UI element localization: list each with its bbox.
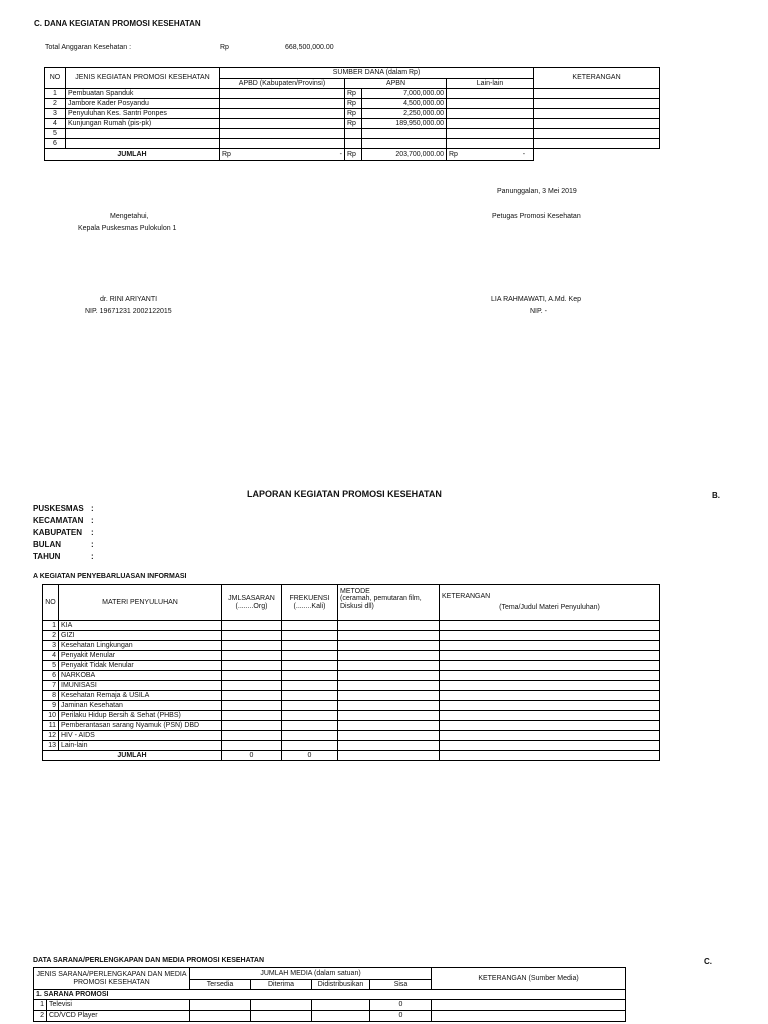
row-jenis [66,139,220,149]
row-no: 6 [45,139,66,149]
row-ket [440,661,660,671]
row-no: 10 [43,711,59,721]
jumlah-apbn-rp: Rp [345,149,362,161]
row-didistribusikan [312,1000,370,1011]
col-header-keterangan: KETERANGAN (Sumber Media) [432,968,626,990]
table-row [43,671,660,681]
row-jml [222,651,282,661]
row-metode [338,711,440,721]
laporan-fields [33,503,94,563]
col-header-no: NO [45,68,66,89]
row-ket [440,631,660,641]
row-frek [282,621,338,631]
row-metode [338,691,440,701]
row-no: 3 [43,641,59,651]
field-bulan [33,539,94,551]
row-no: 11 [43,721,59,731]
col-header-apbd: APBD (Kabupaten/Provinsi) [220,79,345,89]
row-tersedia [190,1000,251,1011]
row-apbd [220,99,345,109]
row-metode [338,621,440,631]
jumlah-apbd [220,149,345,161]
row-sisa: 0 [370,1000,432,1011]
row-no: 5 [45,129,66,139]
row-jml [222,691,282,701]
row-jenis: Penyuluhan Kes. Santri Ponpes [66,109,220,119]
row-jml [222,621,282,631]
row-ket [534,99,660,109]
row-frek [282,681,338,691]
field-colon: : [91,504,94,513]
row-materi: HIV - AIDS [59,731,222,741]
signature-right-name: LIA RAHMAWATI, A.Md. Kep [491,296,581,303]
row-metode [338,741,440,751]
place-date: Panunggalan, 3 Mei 2019 [497,188,577,195]
row-jml [222,731,282,741]
row-materi: IMUNISASI [59,681,222,691]
row-no: 4 [43,651,59,661]
col-header-lain: Lain-lain [447,79,534,89]
row-materi: Pemberantasan sarang Nyamuk (PSN) DBD [59,721,222,731]
row-no: 1 [45,89,66,99]
row-no: 7 [43,681,59,691]
row-ket [440,681,660,691]
row-no: 4 [45,119,66,129]
row-ket [440,621,660,631]
row-apbn: 4,500,000.00 [362,99,447,109]
row-materi: Kesehatan Lingkungan [59,641,222,651]
field-label: PUSKESMAS [33,504,84,513]
table-row [45,129,660,139]
section-a-title: A KEGIATAN PENYEBARLUASAN INFORMASI [33,573,187,580]
row-materi: Kesehatan Remaja & USILA [59,691,222,701]
row-ket [440,701,660,711]
row-apbn [362,139,447,149]
col-header-jumlah-media: JUMLAH MEDIA (dalam satuan) [190,968,432,980]
row-ket [440,641,660,651]
col-header-metode: METODE (ceramah, pemutaran film, Diskusi dll) [338,585,440,621]
row-metode [338,721,440,731]
row-frek [282,741,338,751]
row-ket [440,711,660,721]
row-no: 12 [43,731,59,741]
row-no: 3 [45,109,66,119]
section-b-marker: B. [712,491,720,500]
table-row [34,1000,626,1011]
row-no: 1 [34,1000,47,1011]
jumlah-lain [447,149,534,161]
row-materi: GIZI [59,631,222,641]
row-didistribusikan [312,1011,370,1022]
row-sisa: 0 [370,1011,432,1022]
jumlah-row [43,751,660,761]
col-header-keterangan [440,585,660,621]
row-metode [338,661,440,671]
col-header-no: NO [43,585,59,621]
row-materi: KIA [59,621,222,631]
row-no: 2 [43,631,59,641]
table-row [43,681,660,691]
table-row [43,721,660,731]
col-header-apbn: APBN [345,79,447,89]
jumlah-row [45,149,660,161]
row-frek [282,661,338,671]
row-metode [338,651,440,661]
row-diterima [251,1011,312,1022]
section-c-marker: C. [704,957,712,966]
signature-left-line1: Mengetahui, [110,213,149,220]
row-no: 8 [43,691,59,701]
row-ket [440,651,660,661]
row-ket [534,139,660,149]
row-tersedia [190,1011,251,1022]
jumlah-ket [534,149,660,161]
jumlah-apbn-value: 203,700,000.00 [362,149,447,161]
row-jenis: Televisi [47,1000,190,1011]
section-c-title: C. DANA KEGIATAN PROMOSI KESEHATAN [34,19,201,28]
row-metode [338,681,440,691]
dana-table [44,67,660,161]
row-jml [222,711,282,721]
table-row [45,109,660,119]
jumlah-metode [338,751,440,761]
col-header-jenis-sarana: JENIS SARANA/PERLENGKAPAN DAN MEDIA PROMOSI KESEHATAN [34,968,190,990]
row-ket [432,1011,626,1022]
row-jml [222,721,282,731]
row-frek [282,671,338,681]
signature-right-line1: Petugas Promosi Kesehatan [492,213,581,220]
row-materi: Perilaku Hidup Bersih & Sehat (PHBS) [59,711,222,721]
row-frek [282,711,338,721]
row-rp: Rp [345,89,362,99]
row-diterima [251,1000,312,1011]
row-lain [447,119,534,129]
field-label: KABUPATEN [33,528,83,537]
table-row [43,621,660,631]
field-label: TAHUN [33,552,61,561]
row-frek [282,641,338,651]
table-row [43,631,660,641]
table-row [43,661,660,671]
signature-left-name: dr. RINI ARIYANTI [100,296,158,303]
row-apbn: 7,000,000.00 [362,89,447,99]
row-rp: Rp [345,99,362,109]
table-row [43,741,660,751]
row-apbd [220,129,345,139]
col-header-tersedia: Tersedia [190,980,251,990]
jumlah-ket [440,751,660,761]
field-colon: : [91,516,94,525]
row-apbn: 2,250,000.00 [362,109,447,119]
col-header-didistribusikan: Didistribusikan [312,980,370,990]
signature-right-nip: NIP. - [530,308,547,315]
col-header-jenis: JENIS KEGIATAN PROMOSI KESEHATAN [66,68,220,89]
row-ket [534,119,660,129]
signature-left-nip: NIP. 19671231 2002122015 [85,308,172,315]
row-apbd [220,139,345,149]
jumlah-label: JUMLAH [43,751,222,761]
table-row [45,139,660,149]
table-row [43,711,660,721]
row-no: 1 [43,621,59,631]
keterangan-label: KETERANGAN [442,593,491,600]
row-apbn: 189,950,000.00 [362,119,447,129]
row-materi: Lain-lain [59,741,222,751]
row-jml [222,681,282,691]
field-colon: : [91,540,94,549]
sarana-table [33,967,626,1022]
jumlah-jml: 0 [222,751,282,761]
row-frek [282,701,338,711]
row-materi: Penyakit Menular [59,651,222,661]
table-row [43,701,660,711]
row-frek [282,651,338,661]
row-lain [447,109,534,119]
row-materi: NARKOBA [59,671,222,681]
table-row [43,651,660,661]
row-apbn [362,129,447,139]
row-frek [282,691,338,701]
col-header-sisa: Sisa [370,980,432,990]
field-puskesmas [33,503,94,515]
group-row [34,990,626,1000]
row-frek [282,631,338,641]
row-jml [222,641,282,651]
field-label: BULAN [33,540,61,549]
row-no: 5 [43,661,59,671]
row-apbd [220,119,345,129]
group-sarana-promosi: 1. SARANA PROMOSI [34,990,626,1000]
row-jml [222,661,282,671]
row-ket [534,129,660,139]
row-ket [432,1000,626,1011]
jumlah-apbd-rp: Rp [222,150,231,158]
row-lain [447,139,534,149]
total-budget-value: 668,500,000.00 [285,44,334,51]
col-header-sumber-dana: SUMBER DANA (dalam Rp) [220,68,534,79]
field-colon: : [91,528,94,537]
row-apbd [220,109,345,119]
table-row [45,89,660,99]
field-colon: : [91,552,94,561]
row-ket [534,89,660,99]
row-jenis: Jambore Kader Posyandu [66,99,220,109]
field-label: KECAMATAN [33,516,84,525]
row-ket [440,671,660,681]
row-frek [282,731,338,741]
table-row [45,119,660,129]
laporan-title: LAPORAN KEGIATAN PROMOSI KESEHATAN [247,489,442,499]
row-frek [282,721,338,731]
table-row [43,691,660,701]
row-ket [534,109,660,119]
row-jenis [66,129,220,139]
table-row [34,1011,626,1022]
row-rp [345,139,362,149]
row-jml [222,741,282,751]
col-header-materi: MATERI PENYULUHAN [59,585,222,621]
row-metode [338,731,440,741]
jumlah-lain-rp: Rp [449,150,458,158]
col-header-jml-sasaran: JMLSASARAN (........Org) [222,585,282,621]
row-ket [440,691,660,701]
signature-left-line2: Kepala Puskesmas Pulokulon 1 [78,225,177,232]
row-ket [440,741,660,751]
row-no: 2 [45,99,66,109]
keterangan-sub: (Tema/Judul Materi Penyuluhan) [499,604,600,612]
row-no: 6 [43,671,59,681]
penyuluhan-table [42,584,660,761]
table-row [43,641,660,651]
jumlah-label: JUMLAH [45,149,220,161]
row-ket [440,721,660,731]
row-rp [345,129,362,139]
table-row [45,99,660,109]
row-jml [222,631,282,641]
row-rp: Rp [345,119,362,129]
row-materi: Penyakit Tidak Menular [59,661,222,671]
field-kabupaten [33,527,94,539]
row-no: 2 [34,1011,47,1022]
row-lain [447,89,534,99]
row-no: 13 [43,741,59,751]
field-tahun [33,551,94,563]
row-metode [338,641,440,651]
row-rp: Rp [345,109,362,119]
row-metode [338,631,440,641]
row-materi: Jaminan Kesehatan [59,701,222,711]
row-jml [222,671,282,681]
jumlah-lain-value: - [522,150,526,158]
col-header-diterima: Diterima [251,980,312,990]
total-budget-currency: Rp [220,44,229,51]
col-header-keterangan: KETERANGAN [534,68,660,89]
total-budget-label: Total Anggaran Kesehatan : [45,44,132,51]
field-kecamatan [33,515,94,527]
jumlah-frek: 0 [282,751,338,761]
row-lain [447,129,534,139]
jumlah-apbd-value: - [339,150,342,158]
row-metode [338,671,440,681]
sarana-title: DATA SARANA/PERLENGKAPAN DAN MEDIA PROMOSI KESEHATAN [33,957,265,964]
table-row [43,731,660,741]
row-apbd [220,89,345,99]
row-jenis: Kunjungan Rumah (pis-pk) [66,119,220,129]
row-lain [447,99,534,109]
row-jenis: Pembuatan Spanduk [66,89,220,99]
row-no: 9 [43,701,59,711]
row-metode [338,701,440,711]
row-ket [440,731,660,741]
row-jenis: CD/VCD Player [47,1011,190,1022]
col-header-frekuensi: FREKUENSI (........Kali) [282,585,338,621]
row-jml [222,701,282,711]
